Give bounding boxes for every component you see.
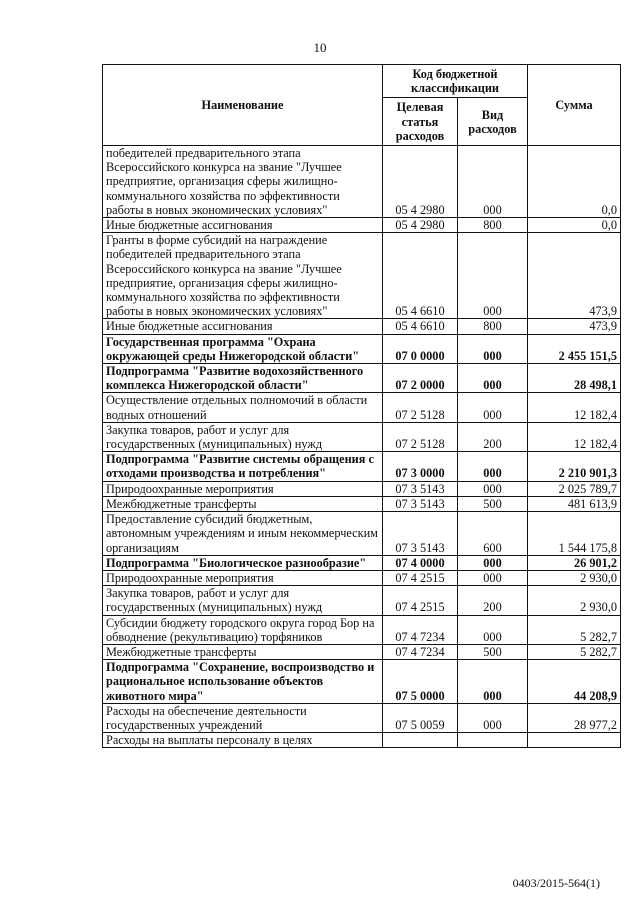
- row-sum: 473,9: [528, 319, 621, 334]
- table-row: [103, 218, 621, 233]
- row-name: Подпрограмма "Развитие водохозяйственного комплекса Нижегородской области": [103, 364, 383, 393]
- row-type: [458, 733, 528, 748]
- budget-table: [102, 64, 621, 748]
- row-name: Субсидии бюджету городского округа город Бор на обводнение (рекультивацию) торфяников: [103, 615, 383, 644]
- row-type: 000: [458, 393, 528, 422]
- row-code: 07 2 5128: [383, 422, 458, 451]
- row-name: Расходы на обеспечение деятельности государственных учреждений: [103, 703, 383, 732]
- row-code: 05 4 6610: [383, 233, 458, 319]
- row-type: 000: [458, 334, 528, 363]
- table-row: [103, 644, 621, 659]
- row-sum: 0,0: [528, 218, 621, 233]
- row-type: 000: [458, 703, 528, 732]
- header-target: Целевая статья расходов: [383, 98, 458, 146]
- row-name: Межбюджетные трансферты: [103, 644, 383, 659]
- table-row: [103, 512, 621, 556]
- table-row: [103, 422, 621, 451]
- table-row: [103, 555, 621, 570]
- row-code: 07 5 0000: [383, 660, 458, 704]
- row-name: Подпрограмма "Биологическое разнообразие": [103, 555, 383, 570]
- row-code: 07 3 5143: [383, 496, 458, 511]
- row-sum: 12 182,4: [528, 422, 621, 451]
- row-name: Иные бюджетные ассигнования: [103, 218, 383, 233]
- table-row: [103, 615, 621, 644]
- row-sum: 44 208,9: [528, 660, 621, 704]
- header-type: Вид расходов: [458, 98, 528, 146]
- table-row: [103, 393, 621, 422]
- row-name: Закупка товаров, работ и услуг для государственных (муниципальных) нужд: [103, 586, 383, 615]
- table-row: [103, 481, 621, 496]
- table-row: [103, 364, 621, 393]
- row-sum: 473,9: [528, 233, 621, 319]
- table-header: [103, 65, 621, 146]
- row-type: 800: [458, 218, 528, 233]
- row-type: 000: [458, 233, 528, 319]
- row-type: 200: [458, 586, 528, 615]
- row-type: 000: [458, 555, 528, 570]
- row-sum: 26 901,2: [528, 555, 621, 570]
- row-name: Иные бюджетные ассигнования: [103, 319, 383, 334]
- row-name: Предоставление субсидий бюджетным, автономным учреждениям и иным некоммерческим организациям: [103, 512, 383, 556]
- row-code: 07 3 0000: [383, 452, 458, 481]
- row-name: Подпрограмма "Развитие системы обращения с отходами производства и потребления": [103, 452, 383, 481]
- row-type: 000: [458, 364, 528, 393]
- row-type: 000: [458, 615, 528, 644]
- table-row: [103, 496, 621, 511]
- row-code: 07 3 5143: [383, 481, 458, 496]
- row-code: 07 4 2515: [383, 570, 458, 585]
- row-sum: 5 282,7: [528, 615, 621, 644]
- row-name: Гранты в форме субсидий на награждение победителей предварительного этапа Всероссийского конкурса на звание "Лучшее предприятие, организация сферы жилищно-коммунального хозяйства по эффективности работы в новых экономических условиях": [103, 233, 383, 319]
- table-row: [103, 233, 621, 319]
- row-type: 000: [458, 660, 528, 704]
- table-row: [103, 733, 621, 748]
- row-code: 07 3 5143: [383, 512, 458, 556]
- row-code: 05 4 2980: [383, 146, 458, 218]
- table-row: [103, 586, 621, 615]
- row-sum: 2 930,0: [528, 586, 621, 615]
- header-name: Наименование: [103, 65, 383, 146]
- table-row: [103, 452, 621, 481]
- row-sum: 28 977,2: [528, 703, 621, 732]
- row-code: 07 2 5128: [383, 393, 458, 422]
- page-number: 10: [313, 40, 327, 55]
- row-code: 07 4 7234: [383, 644, 458, 659]
- row-code: 07 4 7234: [383, 615, 458, 644]
- row-sum: 2 025 789,7: [528, 481, 621, 496]
- table-row: [103, 570, 621, 585]
- row-name: Межбюджетные трансферты: [103, 496, 383, 511]
- table-row: [103, 660, 621, 704]
- header-classification: Код бюджетной классификации: [383, 65, 528, 98]
- row-type: 000: [458, 481, 528, 496]
- row-code: 05 4 6610: [383, 319, 458, 334]
- table-row: [103, 703, 621, 732]
- row-name: Государственная программа "Охрана окружающей среды Нижегородской области": [103, 334, 383, 363]
- row-name: Природоохранные мероприятия: [103, 481, 383, 496]
- header-sum: Сумма: [528, 65, 621, 146]
- row-name: Расходы на выплаты персоналу в целях: [103, 733, 383, 748]
- row-sum: 2 210 901,3: [528, 452, 621, 481]
- row-sum: 0,0: [528, 146, 621, 218]
- row-name: Закупка товаров, работ и услуг для государственных (муниципальных) нужд: [103, 422, 383, 451]
- document-code: 0403/2015-564(1): [512, 876, 600, 890]
- row-sum: 12 182,4: [528, 393, 621, 422]
- row-sum: 1 544 175,8: [528, 512, 621, 556]
- row-sum: 2 455 151,5: [528, 334, 621, 363]
- row-code: 07 4 2515: [383, 586, 458, 615]
- table-row: [103, 319, 621, 334]
- table-row: [103, 334, 621, 363]
- row-sum: 481 613,9: [528, 496, 621, 511]
- row-code: 07 0 0000: [383, 334, 458, 363]
- row-name: Подпрограмма "Сохранение, воспроизводство и рациональное использование объектов животного мира": [103, 660, 383, 704]
- row-type: 500: [458, 496, 528, 511]
- table-body: [103, 146, 621, 748]
- row-type: 000: [458, 452, 528, 481]
- row-code: 07 5 0059: [383, 703, 458, 732]
- row-sum: [528, 733, 621, 748]
- row-type: 000: [458, 570, 528, 585]
- row-code: 07 4 0000: [383, 555, 458, 570]
- row-name: Природоохранные мероприятия: [103, 570, 383, 585]
- row-type: 200: [458, 422, 528, 451]
- row-type: 600: [458, 512, 528, 556]
- row-type: 800: [458, 319, 528, 334]
- row-code: 05 4 2980: [383, 218, 458, 233]
- row-code: 07 2 0000: [383, 364, 458, 393]
- table-row: [103, 146, 621, 218]
- row-sum: 2 930,0: [528, 570, 621, 585]
- row-type: 000: [458, 146, 528, 218]
- row-type: 500: [458, 644, 528, 659]
- row-sum: 28 498,1: [528, 364, 621, 393]
- row-name: Осуществление отдельных полномочий в области водных отношений: [103, 393, 383, 422]
- row-name: победителей предварительного этапа Всероссийского конкурса на звание "Лучшее предприятие, организация сферы жилищно-коммунального хозяйства по эффективности работы в новых экономических условиях": [103, 146, 383, 218]
- row-code: [383, 733, 458, 748]
- row-sum: 5 282,7: [528, 644, 621, 659]
